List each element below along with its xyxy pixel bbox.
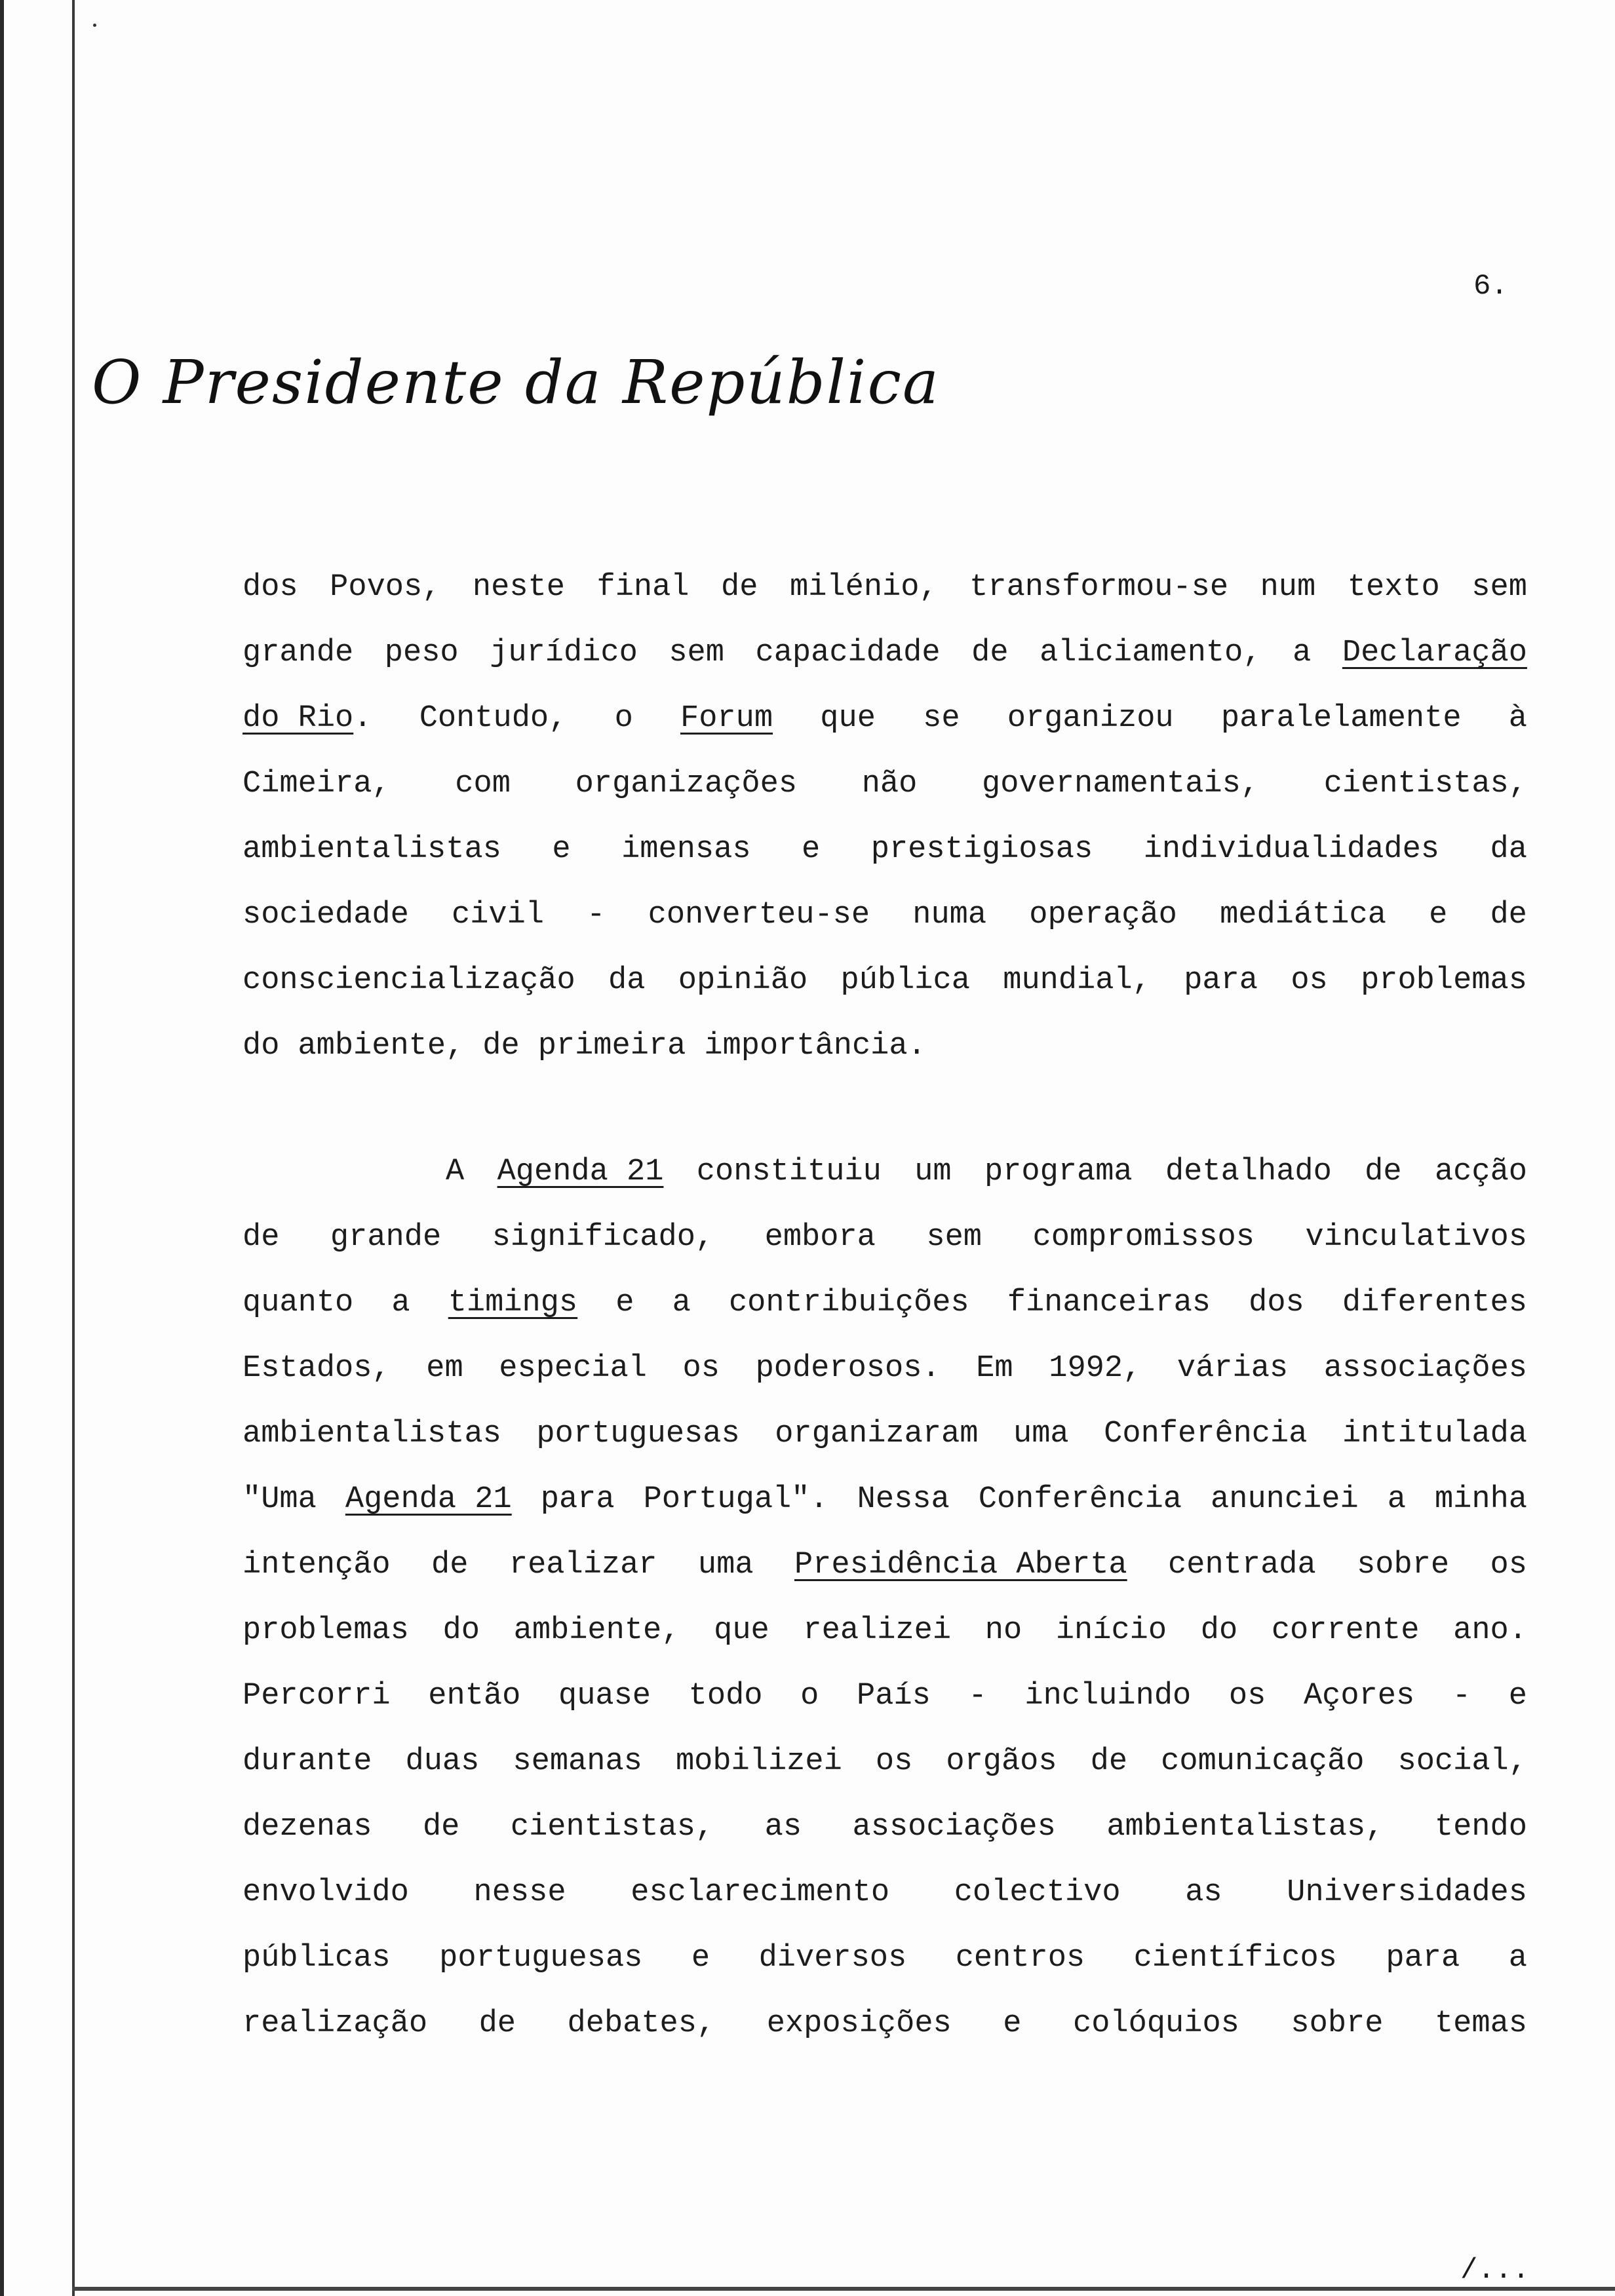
text-line: Percorri então quase todo o País - incluindo os Açores - e bbox=[243, 1679, 1527, 1713]
text-line: durante duas semanas mobilizei os orgãos de comunicação social, bbox=[243, 1744, 1527, 1779]
text-line: envolvido nesse esclarecimento colectivo as Universidades bbox=[243, 1875, 1527, 1910]
text-line: de grande significado, embora sem compromissos vinculativos bbox=[243, 1220, 1527, 1255]
text-line: ambientalistas e imensas e prestigiosas individualidades da bbox=[243, 832, 1527, 867]
text-line: A Agenda 21 constituiu um programa detalhado de acção bbox=[446, 1155, 1527, 1189]
page-number: 6. bbox=[1473, 270, 1508, 303]
text-line: "Uma Agenda 21 para Portugal". Nessa Conferência anunciei a minha bbox=[243, 1482, 1527, 1517]
text-line: quanto a timings e a contribuições financeiras dos diferentes bbox=[243, 1286, 1527, 1320]
text-line: intenção de realizar uma Presidência Aberta centrada sobre os bbox=[243, 1548, 1527, 1582]
text-line: problemas do ambiente, que realizei no início do corrente ano. bbox=[243, 1613, 1527, 1648]
scan-bottom-edge bbox=[72, 2287, 1615, 2291]
binding-margin-line bbox=[72, 0, 75, 2296]
letterhead-title: O Presidente da República bbox=[92, 347, 940, 417]
text-line: do ambiente, de primeira importância. bbox=[243, 1029, 926, 1063]
text-line: Cimeira, com organizações não governamentais, cientistas, bbox=[243, 767, 1527, 801]
text-line: dezenas de cientistas, as associações ambientalistas, tendo bbox=[243, 1810, 1527, 1845]
text-line: realização de debates, exposições e colóquios sobre temas bbox=[243, 2006, 1527, 2041]
scan-speck bbox=[93, 24, 96, 27]
text-line: Estados, em especial os poderosos. Em 1992, várias associações bbox=[243, 1351, 1527, 1386]
text-line: grande peso jurídico sem capacidade de aliciamento, a Declaração bbox=[243, 636, 1527, 670]
text-line: dos Povos, neste final de milénio, transformou-se num texto sem bbox=[243, 570, 1527, 605]
text-line: sociedade civil - converteu-se numa operação mediática e de bbox=[243, 898, 1527, 932]
text-line: do Rio. Contudo, o Forum que se organizou paralelamente à bbox=[243, 701, 1527, 736]
text-line: públicas portuguesas e diversos centros científicos para a bbox=[243, 1941, 1527, 1976]
scan-left-edge bbox=[0, 0, 4, 2296]
continuation-mark: /... bbox=[1460, 2254, 1530, 2287]
text-line: ambientalistas portuguesas organizaram uma Conferência intitulada bbox=[243, 1417, 1527, 1451]
text-line: consciencialização da opinião pública mundial, para os problemas bbox=[243, 963, 1527, 998]
